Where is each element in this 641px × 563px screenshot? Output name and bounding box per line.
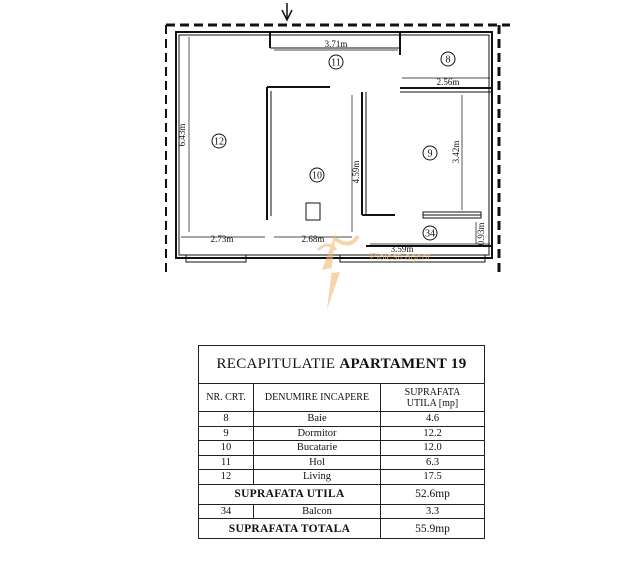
header-area [381,384,485,412]
room-label-9 [423,146,437,160]
room-label-12 [212,134,226,148]
suprafata-utila-row [199,484,485,504]
orientation-arrow-icon [282,3,292,20]
svg-text:9: 9 [427,148,433,160]
header-area-line2: UTILA [mp] [406,397,459,409]
cell-name: Hol [254,455,381,470]
svg-text:11: 11 [331,57,341,69]
cell-area: 12.2 [381,426,485,441]
table-row [199,455,485,470]
cell-nr: 12 [199,470,254,485]
room-label-8 [441,52,455,66]
table-row [199,441,485,456]
cell-name: Bucatarie [254,441,381,456]
cell-name: Balcon [254,504,381,519]
room-label-10 [310,168,324,182]
dim-balcony-depth: 0.93m [476,222,486,246]
cell-nr: 11 [199,455,254,470]
watermark-text: Ploiesti agent [370,252,431,263]
room-label-34 [423,226,437,240]
table-row [199,412,485,427]
header-area-line1: SUPRAFATA [404,386,461,398]
cell-name: Living [254,470,381,485]
cell-area: 3.3 [381,504,485,519]
suprafata-totala-value: 55.9mp [381,519,485,539]
table-row [199,470,485,485]
header-nr: NR. CRT. [199,384,254,412]
suprafata-utila-label: SUPRAFATA UTILA [199,484,381,504]
cell-nr: 10 [199,441,254,456]
cell-area: 4.6 [381,412,485,427]
header-name: DENUMIRE INCAPERE [254,384,381,412]
dim-bedroom-height: 3.42m [451,140,461,164]
recap-table [198,345,485,539]
table-title-prefix: RECAPITULATIE [216,356,336,372]
dim-balcony-width: 3.59m [390,244,414,254]
cell-nr: 8 [199,412,254,427]
cell-nr: 9 [199,426,254,441]
dim-bath-width: 2.56m [436,77,460,87]
svg-text:8: 8 [445,54,451,66]
cell-name: Dormitor [254,426,381,441]
balcon-row [199,504,485,519]
dim-living-height: 6.43m [177,123,187,147]
suprafata-totala-row [199,519,485,539]
dim-kitchen-height: 4.59m [351,160,361,184]
table-title-apartment: APARTAMENT 19 [339,356,467,372]
svg-text:12: 12 [214,136,224,148]
table-row [199,426,485,441]
table-title [199,346,485,384]
cell-area: 12.0 [381,441,485,456]
cell-name: Baie [254,412,381,427]
dim-hall-width: 3.71m [324,39,348,49]
suprafata-totala-label: SUPRAFATA TOTALA [199,519,381,539]
svg-text:10: 10 [312,170,322,182]
dim-living-width: 2.73m [210,234,234,244]
cell-nr: 34 [199,504,254,519]
dim-kitchen-width: 2.68m [301,234,325,244]
room-label-11 [329,55,343,69]
suprafata-utila-value: 52.6mp [381,484,485,504]
cell-area: 17.5 [381,470,485,485]
svg-text:34: 34 [425,228,435,240]
cell-area: 6.3 [381,455,485,470]
